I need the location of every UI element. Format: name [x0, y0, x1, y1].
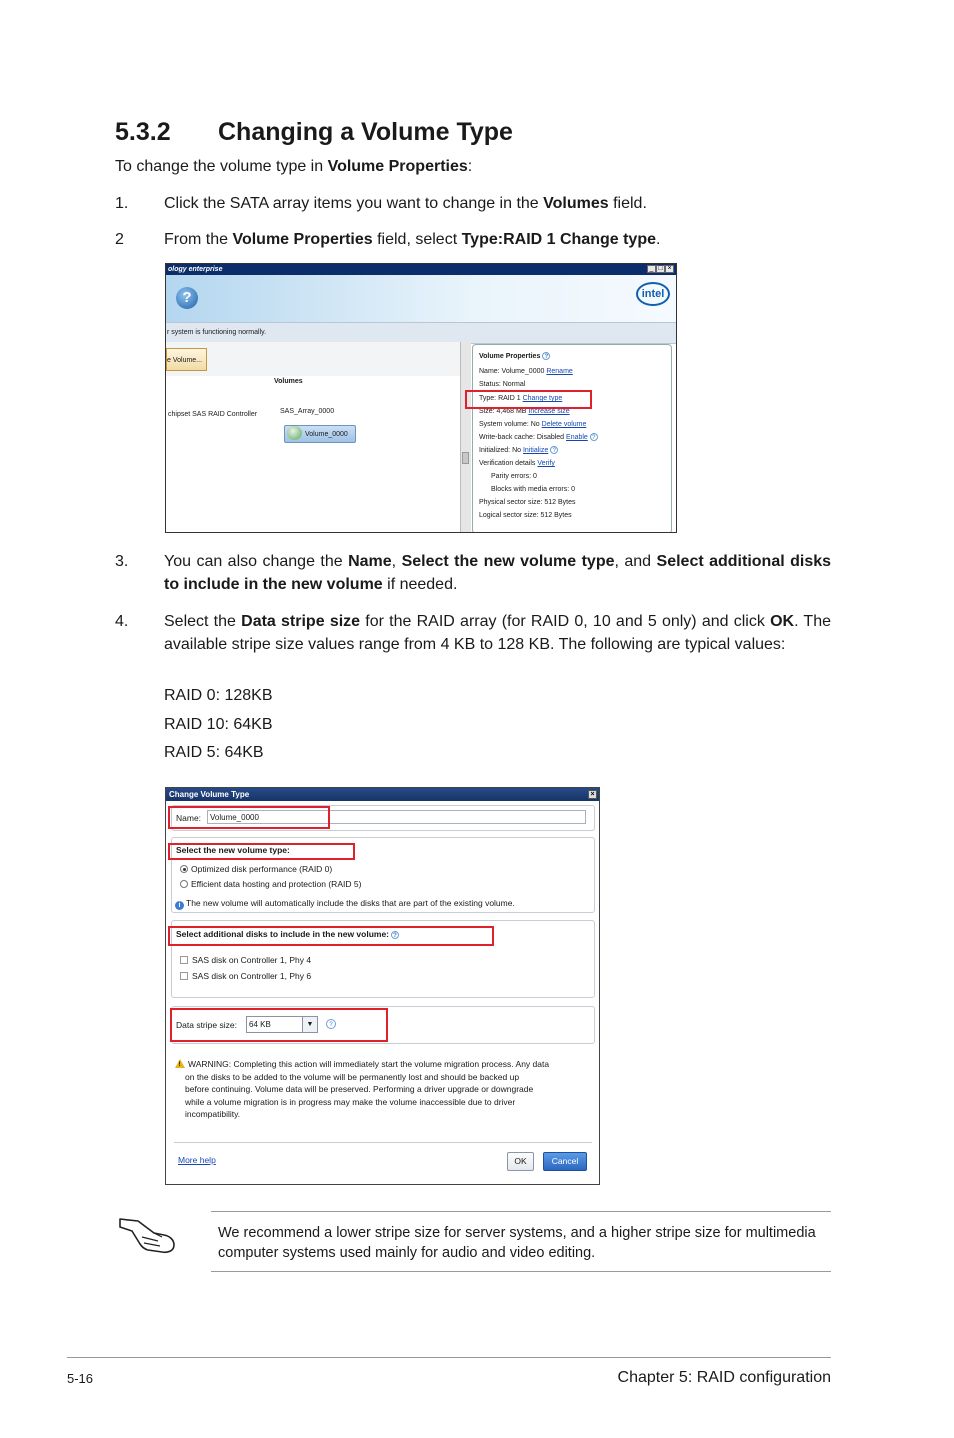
- step-text: You can also change the Name, Select the new volume type, and Select additional disks to include in the new volume if needed.: [164, 553, 832, 593]
- page-number: 5-16: [67, 1371, 94, 1386]
- controller-label: chipset SAS RAID Controller: [168, 411, 258, 418]
- close-icon[interactable]: ×: [588, 790, 597, 799]
- change-volume-type-dialog-screenshot: [165, 787, 600, 1185]
- checkbox[interactable]: [180, 956, 188, 964]
- prop-type: Type: RAID 1 Change type: [479, 395, 563, 402]
- volumes-header: Volumes: [274, 378, 303, 385]
- help-icon[interactable]: ?: [550, 446, 558, 454]
- app-header: [166, 275, 676, 322]
- warning-line: !WARNING: Completing this action will immediately start the volume migration process. Any data: [175, 1059, 549, 1070]
- typical-value: RAID 5: 64KB: [164, 744, 264, 761]
- prop-parity-errors: Parity errors: 0: [491, 473, 537, 480]
- more-help-link[interactable]: More help: [178, 1155, 216, 1165]
- prop-initialized: Initialized: No Initialize ?: [479, 446, 558, 455]
- prop-system-volume: System volume: No Delete volume: [479, 421, 587, 428]
- prop-physical-sector: Physical sector size: 512 Bytes: [479, 499, 576, 506]
- volume-type-header: Select the new volume type:: [176, 845, 290, 855]
- delete-volume-link[interactable]: Delete volume: [541, 421, 587, 428]
- status-bar: r system is functioning normally.: [166, 322, 676, 344]
- cancel-button[interactable]: Cancel: [543, 1152, 587, 1171]
- chevron-down-icon[interactable]: ▼: [302, 1017, 317, 1032]
- intro-text: To change the volume type in Volume Properties:: [115, 158, 473, 175]
- typical-value: RAID 0: 128KB: [164, 687, 273, 704]
- highlight-change-type: [465, 390, 592, 409]
- help-icon[interactable]: ?: [391, 931, 399, 939]
- radio-selected[interactable]: [180, 865, 188, 873]
- step-text: Click the SATA array items you want to change in the Volumes field.: [164, 195, 647, 212]
- volume-item[interactable]: Volume_0000: [284, 425, 356, 443]
- prop-status: Status: Normal: [479, 381, 526, 388]
- step-number: 2: [115, 231, 124, 248]
- array-name[interactable]: SAS_Array_0000: [280, 408, 335, 415]
- verify-link[interactable]: Verify: [537, 460, 555, 467]
- section-title: Changing a Volume Type: [218, 118, 513, 146]
- volume-properties-title: Volume Properties ?: [479, 352, 550, 361]
- prop-logical-sector: Logical sector size: 512 Bytes: [479, 512, 572, 519]
- step-text: Select the Data stripe size for the RAID array (for RAID 0, 10 and 5 only) and click OK. The available stripe size values range from 4 KB to 128 KB. The following are typical values:: [164, 613, 831, 653]
- name-label: Name:: [176, 813, 202, 823]
- window-title-bar: ology enterprise _ □ ×: [166, 264, 676, 275]
- step-text: From the Volume Properties field, select Type:RAID 1 Change type.: [164, 231, 661, 248]
- rename-link[interactable]: Rename: [546, 368, 573, 375]
- prop-name: Name: Volume_0000 Rename: [479, 368, 573, 375]
- raid5-option[interactable]: Efficient data hosting and protection (RAID 5): [180, 879, 361, 890]
- volumes-panel: [270, 376, 461, 533]
- info-icon: i: [175, 901, 184, 910]
- minimize-icon[interactable]: _: [647, 265, 656, 273]
- increase-size-link[interactable]: Increase size: [528, 408, 570, 415]
- additional-disks-header: Select additional disks to include in the new volume: ?: [176, 929, 399, 940]
- radio-unselected[interactable]: [180, 880, 188, 888]
- warning-line: on the disks to be added to the volume will be permanently lost and should be backed up: [185, 1072, 520, 1082]
- step-number: 1.: [115, 195, 129, 212]
- help-icon[interactable]: ?: [326, 1019, 336, 1029]
- help-icon[interactable]: ?: [542, 352, 550, 360]
- help-icon[interactable]: ?: [590, 433, 598, 441]
- chapter-title: Chapter 5: RAID configuration: [617, 1369, 831, 1386]
- info-message: i The new volume will automatically include the disks that are part of the existing volume.: [175, 898, 515, 910]
- prop-size: Size: 4,468 MB Increase size: [479, 408, 570, 415]
- step-number: 4.: [115, 613, 129, 630]
- pointing-hand-icon: [118, 1207, 180, 1257]
- raid0-option[interactable]: Optimized disk performance (RAID 0): [180, 864, 332, 875]
- stripe-size-select[interactable]: 64 KB ▼: [246, 1016, 318, 1033]
- disk-option[interactable]: SAS disk on Controller 1, Phy 4: [180, 955, 311, 966]
- prop-media-errors: Blocks with media errors: 0: [491, 486, 576, 493]
- maximize-icon[interactable]: □: [656, 265, 665, 273]
- prop-verification: Verification details Verify: [479, 460, 555, 467]
- volume-disk-icon: [287, 426, 302, 440]
- rst-main-window-screenshot: [165, 263, 677, 533]
- name-input[interactable]: Volume_0000: [207, 810, 586, 824]
- volume-properties-panel: [472, 344, 672, 533]
- create-volume-button[interactable]: e Volume...: [166, 348, 207, 371]
- initialize-link[interactable]: Initialize: [522, 447, 549, 454]
- ok-button[interactable]: OK: [507, 1152, 534, 1171]
- step-number: 3.: [115, 553, 129, 570]
- disk-option[interactable]: SAS disk on Controller 1, Phy 6: [180, 971, 311, 982]
- section-number: 5.3.2: [115, 118, 171, 146]
- prop-write-back-cache: Write-back cache: Disabled Enable ?: [479, 433, 598, 442]
- enable-link[interactable]: Enable: [566, 434, 588, 441]
- typical-value: RAID 10: 64KB: [164, 716, 273, 733]
- warning-line: while a volume migration is in progress may make the volume inaccessible due to driver: [185, 1097, 516, 1107]
- note-text: We recommend a lower stripe size for server systems, and a higher stripe size for multimedia computer systems used mainly for audio and video editing.: [218, 1225, 816, 1261]
- warning-icon: [175, 1059, 185, 1068]
- help-icon[interactable]: ?: [176, 287, 198, 309]
- dialog-title-bar: Change Volume Type ×: [166, 788, 599, 801]
- close-icon[interactable]: ×: [665, 265, 674, 273]
- intel-logo: intel: [636, 282, 670, 306]
- panel-scrollbar[interactable]: [460, 342, 471, 533]
- warning-line: before continuing. Volume data will be preserved. Performing a driver upgrade or downgrade: [185, 1084, 534, 1094]
- warning-line: incompatibility.: [185, 1109, 241, 1119]
- change-type-link[interactable]: Change type: [522, 395, 563, 402]
- checkbox[interactable]: [180, 972, 188, 980]
- controller-panel: [166, 376, 271, 533]
- stripe-size-label: Data stripe size:: [176, 1020, 237, 1030]
